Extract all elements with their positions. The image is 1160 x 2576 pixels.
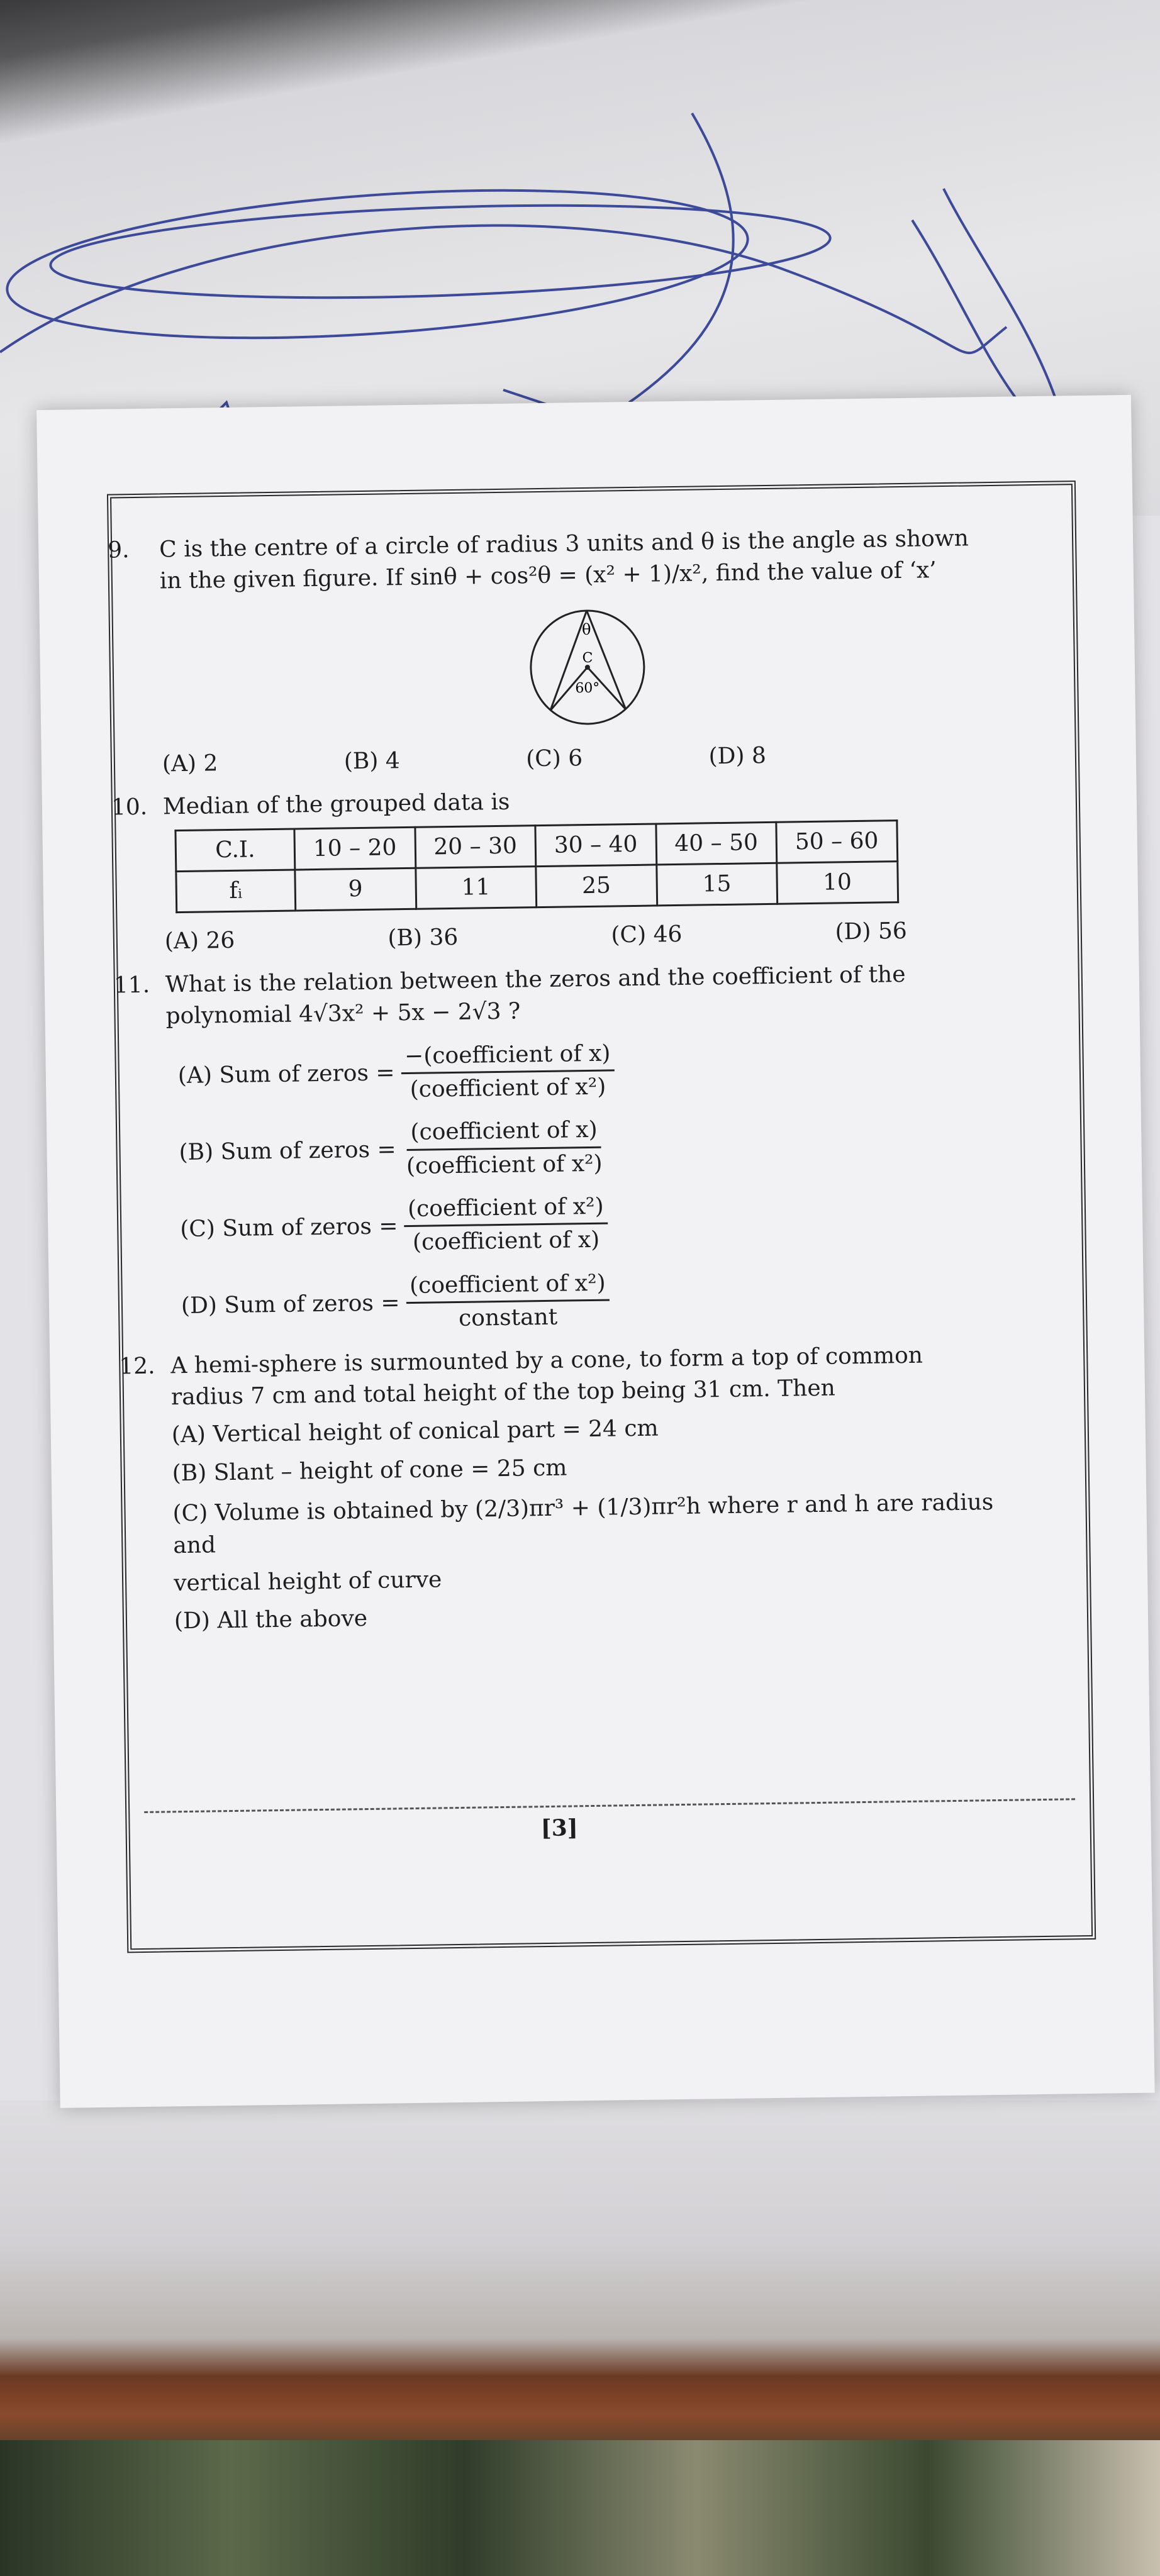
table-cell: 11 [415,867,536,909]
option-a[interactable] [177,1032,1034,1109]
table-cell: 10 – 20 [294,827,415,870]
question-10 [111,779,1032,958]
question-number: 12. [119,1353,155,1380]
option-a[interactable]: (A) Vertical height of conical part = 24 cm [171,1415,659,1448]
question-text-line: What is the relation between the zeros and the coefficient of the [165,961,906,998]
table-cell: fᵢ [176,870,296,913]
table-cell: 20 – 30 [415,825,535,868]
question-11 [113,957,1037,1339]
option-b[interactable] [179,1108,1035,1185]
centre-label: C [582,650,593,666]
option-a[interactable]: (A) 26 [164,928,235,955]
question-text-line: A hemi-sphere is surmounted by a cone, to form a top of common [170,1342,923,1379]
question-text-line: Median of the grouped data is [162,789,510,820]
question-text-line: polynomial 4√3x² + 5x − 2√3 ? [165,998,521,1030]
table-cell: 30 – 40 [535,824,656,867]
fraction [402,1114,606,1182]
denominator: (coefficient of x) [412,1227,600,1256]
question-12 [119,1338,1041,1638]
denominator: (coefficient of x²) [406,1150,603,1179]
numerator: (coefficient of x) [406,1114,601,1151]
option-b[interactable]: (B) Slant – height of cone = 25 cm [172,1455,567,1487]
circle-diagram [523,603,651,731]
option-label: (C) Sum of zeros = [180,1213,398,1242]
option-label: (D) Sum of zeros = [181,1289,400,1319]
option-c[interactable] [180,1185,1036,1262]
question-number: 9. [107,537,130,564]
question-text-line: in the given figure. If sinθ + cos²θ = (x² + 1)/x², find the value of ‘x’ [159,557,937,594]
numerator: (coefficient of x²) [406,1267,610,1304]
denominator: (coefficient of x²) [410,1074,606,1102]
fraction [406,1267,610,1335]
option-c-continued: vertical height of curve [173,1567,442,1597]
denominator: constant [458,1304,558,1332]
option-c[interactable]: (C) 46 [611,921,683,948]
grouped-data-table [174,819,898,914]
table-cell: C.I. [176,829,295,872]
table-cell: 10 [777,862,898,904]
options-row [162,740,767,780]
question-9 [107,522,1029,780]
option-label: (A) Sum of zeros = [177,1060,395,1089]
option-c[interactable]: (C) 6 [525,745,583,772]
fraction [404,1191,608,1259]
table-cell: 15 [656,863,777,906]
option-d[interactable]: (D) 8 [708,742,767,770]
question-number: 11. [113,972,150,999]
option-d[interactable]: (D) 56 [835,918,908,945]
table-cell: 40 – 50 [655,822,776,865]
numerator: (coefficient of x²) [404,1191,608,1228]
option-label: (B) Sum of zeros = [179,1136,396,1166]
option-c[interactable]: (C) Volume is obtained by (2/3)πr³ + (1/3)πr²h where r and h are radius and [172,1489,994,1558]
circle-figure [147,598,1029,736]
option-b[interactable]: (B) 4 [343,747,401,775]
options-row [165,916,908,958]
numerator: −(coefficient of x) [401,1038,615,1074]
table-cell: 9 [295,868,416,911]
option-d[interactable]: (D) All the above [174,1606,368,1635]
option-b[interactable]: (B) 36 [388,924,459,952]
angle-label: 60° [575,680,600,697]
fraction [401,1038,615,1106]
table-cell: 50 – 60 [776,820,897,863]
question-text-line: C is the centre of a circle of radius 3 units and θ is the angle as shown [159,525,969,563]
theta-label: θ [581,620,591,638]
option-d[interactable] [181,1262,1037,1339]
question-text-line: radius 7 cm and total height of the top being 31 cm. Then [170,1375,836,1411]
questions [107,522,1042,1649]
question-paper-page [36,395,1155,2108]
option-a[interactable]: (A) 2 [162,750,218,777]
floor-strip [0,2440,1160,2576]
table-cell: 25 [536,865,657,908]
question-number: 10. [111,794,148,821]
page-number: [3] [540,1814,579,1842]
